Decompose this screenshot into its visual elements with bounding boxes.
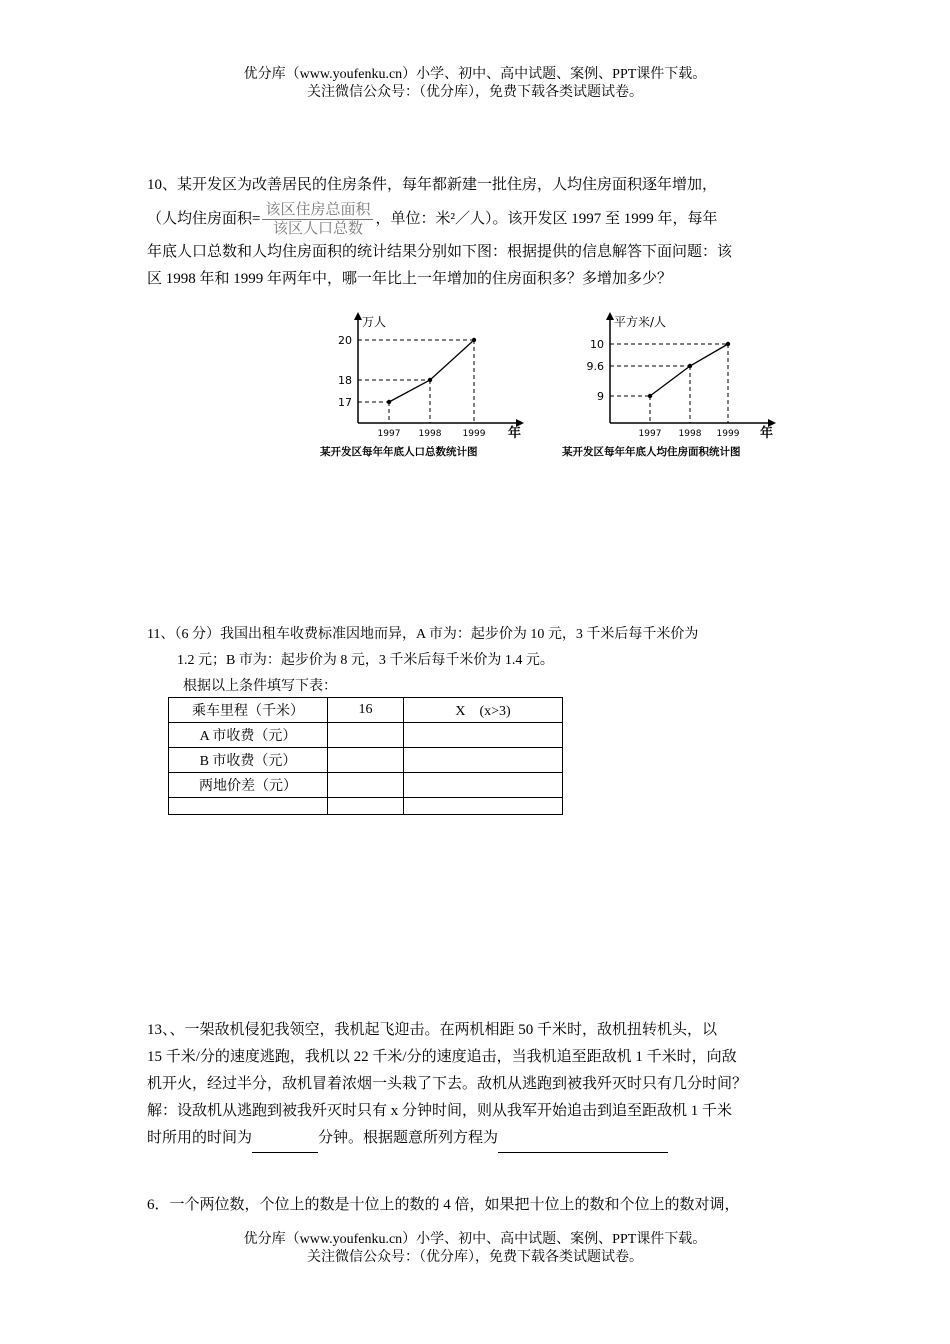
table-row (169, 773, 563, 798)
y-tick-label: 9 (597, 390, 604, 403)
y-tick-label: 17 (338, 396, 352, 409)
q10-formula-denominator: 该区人口总数 (272, 221, 363, 237)
x-tick-label: 1999 (716, 429, 740, 439)
q10-formula-fraction (262, 201, 373, 238)
question-11 (147, 622, 807, 700)
q11-line-1: 11、（6 分）我国出租车收费标准因地而异，A 市为：起步价为 10 元，3 千米后每千米价为 (147, 627, 699, 642)
q10-line-1: 10、某开发区为改善居民的住房条件，每年都新建一批住房，人均住房面积逐年增加， (147, 177, 718, 193)
y-tick-label: 10 (590, 338, 604, 351)
q13-line-5-a: 时所用的时间为 (147, 1130, 253, 1146)
chart-title: 某开发区每年年底人均住房面积统计图 (562, 446, 741, 458)
table-row (169, 748, 563, 773)
data-point (688, 364, 692, 368)
q10-formula-prefix: （人均住房面积= (147, 210, 261, 227)
q10-line-4: 区 1998 年和 1999 年两年中，哪一年比上一年增加的住房面积多？多增加多少？ (147, 271, 673, 287)
data-line (389, 340, 474, 402)
data-point (648, 394, 652, 398)
q11-line-2: 1.2 元；B 市为：起步价为 8 元，3 千米后每千米价为 1.4 元。 (177, 653, 554, 668)
header-line-2: 关注微信公众号：（优分库），免费下载各类试题试卷。 (307, 85, 643, 100)
y-tick-label: 18 (338, 374, 352, 387)
table-cell (404, 723, 563, 748)
data-point (428, 378, 432, 382)
question-6 (147, 1192, 807, 1219)
table-header-row (169, 698, 563, 723)
footer-line-1: 优分库（www.youfenku.cn）小学、初中、高中试题、案例、PPT课件下载。 (243, 1232, 707, 1247)
q13-line-2: 15 千米/分的速度逃跑，我机以 22 千米/分的速度追击，当我机追至距敌机 1 千米时，向敌 (147, 1049, 737, 1065)
population-chart (318, 308, 528, 460)
x-tick-label: 1998 (678, 429, 702, 439)
table-cell (404, 773, 563, 798)
data-line (650, 344, 728, 396)
data-point (387, 400, 391, 404)
table-cell: 两地价差（元） (169, 773, 328, 798)
table-cell: X (x>3) (404, 698, 563, 723)
q11-line-3: 根据以上条件填写下表： (183, 679, 337, 694)
chart-title: 某开发区每年年底人口总数统计图 (320, 446, 478, 458)
table-cell (404, 798, 563, 815)
x-tick-label: 1997 (377, 429, 401, 439)
x-tick-label: 1998 (418, 429, 442, 439)
table-row (169, 798, 563, 815)
y-axis-arrow (354, 312, 362, 320)
x-tick-label: 1997 (638, 429, 662, 439)
x-axis-label: 年 (508, 426, 522, 441)
q10-formula-line (147, 201, 807, 235)
table-cell (404, 748, 563, 773)
q13-line-3: 机开火，经过半分，敌机冒着浓烟一头栽了下去。敌机从逃跑到被我歼灭时只有几分时间？ (147, 1076, 748, 1092)
table-cell: 16 (328, 698, 404, 723)
y-tick-label: 20 (338, 334, 352, 347)
table-cell (328, 748, 404, 773)
y-axis-label: 平方米/人 (614, 315, 667, 329)
q13-line-5 (147, 1125, 807, 1153)
equation-answer-blank[interactable] (498, 1125, 668, 1153)
table-cell: A 市收费（元） (169, 723, 328, 748)
q10-formula-suffix: ，单位：米²／人）。该开发区 1997 至 1999 年，每年 (375, 210, 718, 227)
table-row (169, 723, 563, 748)
question-13 (147, 1017, 807, 1153)
table-cell (169, 798, 328, 815)
header-line-1: 优分库（www.youfenku.cn）小学、初中、高中试题、案例、PPT课件下载。 (243, 67, 707, 82)
data-point (726, 342, 730, 346)
x-axis-label: 年 (760, 426, 774, 441)
y-axis-label: 万人 (362, 315, 387, 329)
y-tick-label: 9.6 (586, 360, 604, 373)
x-tick-label: 1999 (462, 429, 486, 439)
q13-line-5-b: 分钟。根据题意所列方程为 (318, 1130, 499, 1146)
table-cell: 乘车里程（千米） (169, 698, 328, 723)
table-cell: B 市收费（元） (169, 748, 328, 773)
fee-table (168, 697, 563, 815)
table-cell (328, 723, 404, 748)
q13-line-4: 解：设敌机从逃跑到被我歼灭时只有 x 分钟时间，则从我军开始追击到追至距敌机 1 千米 (147, 1103, 733, 1119)
q10-formula-numerator: 该区住房总面积 (262, 201, 373, 220)
site-header (0, 66, 950, 102)
table-cell (328, 798, 404, 815)
q10-line-3: 年底人口总数和人均住房面积的统计结果分别如下图：根据提供的信息解答下面问题：该 (147, 244, 733, 260)
site-footer (0, 1231, 950, 1267)
housing-area-chart (560, 308, 790, 460)
data-point (472, 338, 476, 342)
time-answer-blank[interactable] (252, 1125, 318, 1153)
table-cell (328, 773, 404, 798)
footer-line-2: 关注微信公众号：（优分库），免费下载各类试题试卷。 (307, 1250, 643, 1265)
y-axis-arrow (606, 312, 614, 320)
q13-line-1: 13、、一架敌机侵犯我领空，我机起飞迎击。在两机相距 50 千米时，敌机扭转机头，以 (147, 1022, 718, 1038)
question-10 (147, 172, 807, 293)
q6-line-1: 6．一个两位数，个位上的数是十位上的数的 4 倍，如果把十位上的数和个位上的数对调， (147, 1197, 740, 1213)
